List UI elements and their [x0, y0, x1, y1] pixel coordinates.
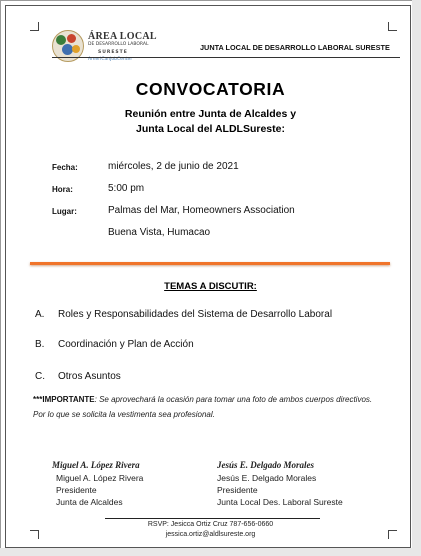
rsvp-contact: RSVP: Jesicca Ortiz Cruz 787-656-0660: [147, 521, 274, 528]
signer-name: Miguel A. López Rivera: [56, 473, 144, 483]
topic-item: Coordinación y Plan de Acción: [58, 339, 194, 350]
important-note-prefix: ***IMPORTANTE: [33, 395, 95, 404]
place-line-1: Palmas del Mar, Homeowners Association: [108, 205, 295, 216]
subtitle-line-1: Reunión entre Junta de Alcaldes y: [124, 108, 297, 120]
signature-president: Jesús E. Delgado Morales: [217, 460, 315, 470]
important-note-text: : Se aprovechará la ocasión para tomar una foto de ambos cuerpos directivos. Por lo que se solicita la vestimenta sea profesional.: [33, 395, 373, 419]
logo-region: SURESTE: [98, 50, 128, 55]
logo-title: ÁREA LOCAL: [88, 31, 157, 42]
place-label: Lugar:: [52, 207, 77, 216]
signer-name: Jesús E. Delgado Morales: [217, 473, 317, 483]
crop-mark-top-right: [388, 22, 397, 31]
rsvp-email: jessica.ortiz@aldlsureste.org: [165, 531, 256, 538]
crop-mark-top-left: [30, 22, 39, 31]
logo-tagline: AmeriCanJobCenter: [88, 57, 133, 62]
topic-letter: A.: [35, 309, 45, 320]
date-label: Fecha:: [52, 163, 78, 172]
topic-letter: B.: [35, 339, 45, 350]
time-value: 5:00 pm: [108, 183, 145, 194]
important-note: [33, 392, 383, 422]
topics-heading: TEMAS A DISCUTIR:: [164, 281, 257, 292]
signer-body: Junta Local Des. Laboral Sureste: [217, 497, 343, 507]
section-divider: [30, 262, 390, 265]
organization-logo: [52, 30, 182, 66]
topic-letter: C.: [35, 371, 45, 382]
subtitle-line-2: Junta Local del ALDLSureste:: [136, 123, 285, 135]
viewer-shadow-bottom: [0, 548, 421, 556]
signer-body: Junta de Alcaldes: [56, 497, 123, 507]
topic-item: Otros Asuntos: [58, 371, 121, 382]
topic-item: Roles y Responsabilidades del Sistema de Desarrollo Laboral: [58, 309, 333, 320]
signer-role: Presidente: [56, 485, 97, 495]
signature-mayor: Miguel A. López Rivera: [52, 460, 140, 470]
logo-subtitle: DE DESARROLLO LABORAL: [88, 42, 149, 47]
document-title: CONVOCATORIA: [135, 79, 286, 99]
place-line-2: Buena Vista, Humacao: [108, 227, 211, 238]
organization-name: JUNTA LOCAL DE DESARROLLO LABORAL SURESTE: [200, 43, 390, 52]
header-divider: [52, 57, 400, 58]
signer-role: Presidente: [217, 485, 258, 495]
time-label: Hora:: [52, 185, 73, 194]
date-value: miércoles, 2 de junio de 2021: [108, 161, 239, 172]
